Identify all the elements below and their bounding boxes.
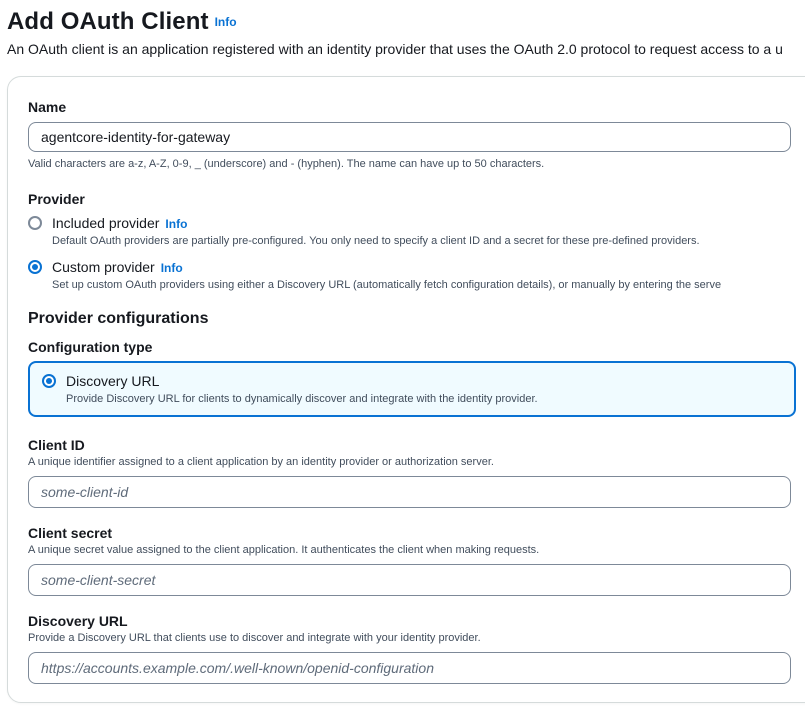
radio-custom-provider-control[interactable] (28, 260, 42, 274)
client-secret-input[interactable] (28, 564, 791, 596)
included-provider-info-link[interactable]: Info (165, 217, 188, 231)
name-input[interactable] (28, 122, 791, 152)
custom-provider-description: Set up custom OAuth providers using either a Discovery URL (automatically fetch configuration details), or manually by entering the serve (52, 279, 722, 291)
page-header (7, 8, 237, 36)
discovery-url-hint: Provide a Discovery URL that clients use to discover and integrate with your identity provider. (28, 632, 481, 644)
discovery-url-tile-description: Provide Discovery URL for clients to dynamically discover and integrate with the identity provider. (66, 393, 538, 405)
discovery-url-tile[interactable] (28, 361, 796, 417)
discovery-url-label: Discovery URL (28, 613, 128, 629)
discovery-url-radio[interactable] (42, 374, 56, 388)
client-secret-hint: A unique secret value assigned to the client application. It authenticates the client when making requests. (28, 544, 540, 556)
client-id-input[interactable] (28, 476, 791, 508)
included-provider-label: Included provider Info (52, 215, 188, 231)
custom-provider-label: Custom provider Info (52, 259, 183, 275)
client-id-label: Client ID (28, 437, 85, 453)
custom-provider-info-link[interactable]: Info (160, 261, 183, 275)
provider-configurations-title: Provider configurations (28, 310, 209, 327)
radio-included-provider-control[interactable] (28, 216, 42, 230)
title-info-link[interactable]: Info (214, 15, 237, 30)
page-title: Add OAuth Client (7, 8, 209, 35)
name-hint: Valid characters are a-z, A-Z, 0-9, _ (underscore) and - (hyphen). The name can have up to 50 characters. (28, 158, 545, 170)
client-id-hint: A unique identifier assigned to a client application by an identity provider or authorization server. (28, 456, 494, 468)
configuration-type-label: Configuration type (28, 339, 153, 355)
page-description: An OAuth client is an application registered with an identity provider that uses the OAuth 2.0 protocol to request access to a u (7, 41, 783, 57)
included-provider-description: Default OAuth providers are partially pre-configured. You only need to specify a client ID and a secret for these pre-defined providers. (52, 235, 700, 247)
discovery-url-input[interactable] (28, 652, 791, 684)
provider-label: Provider (28, 191, 85, 207)
name-label: Name (28, 99, 67, 115)
client-secret-label: Client secret (28, 525, 113, 541)
discovery-url-tile-label: Discovery URL (66, 373, 160, 389)
